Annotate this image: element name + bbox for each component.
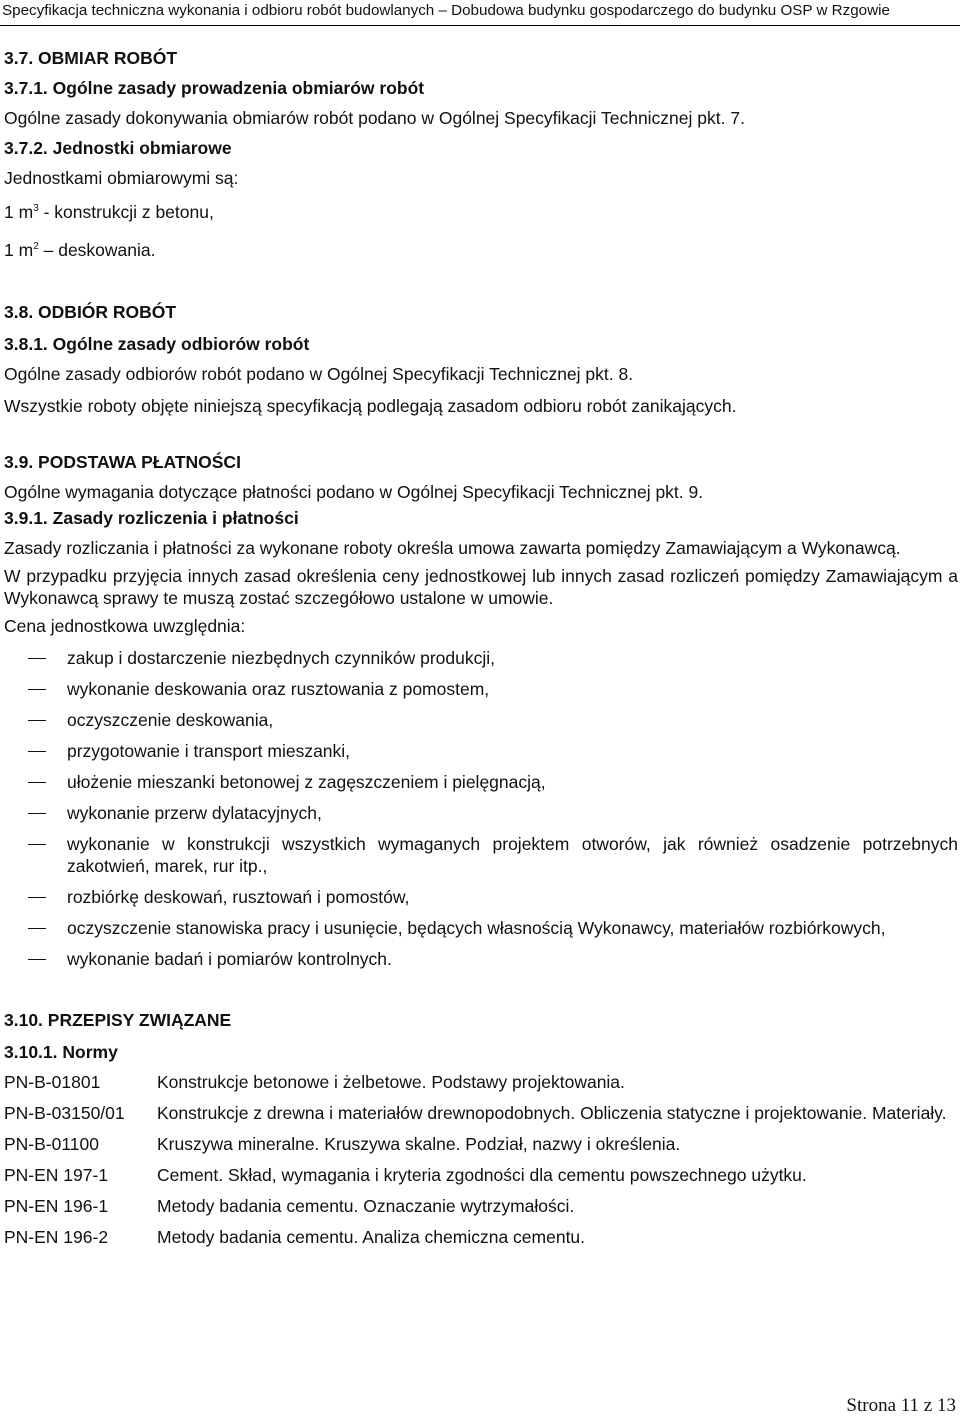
- dash-bullet-icon: [28, 897, 46, 898]
- list-item: [4, 647, 958, 669]
- list-item-text: oczyszczenie stanowiska pracy i usunięcie, będących własnością Wykonawcy, materiałów rozbiórkowych,: [67, 918, 886, 938]
- list-item-text: wykonanie przerw dylatacyjnych,: [67, 803, 322, 823]
- list-item: [4, 709, 958, 731]
- section-heading-3-9: 3.9. PODSTAWA PŁATNOŚCI: [4, 452, 241, 472]
- subsection-heading-3-8-1: 3.8.1. Ogólne zasady odbiorów robót: [4, 334, 310, 354]
- section-heading-3-10: 3.10. PRZEPISY ZWIĄZANE: [4, 1010, 232, 1030]
- list-item-text: zakup i dostarczenie niezbędnych czynników produkcji,: [67, 648, 496, 668]
- list-item: [4, 948, 958, 970]
- list-item: [4, 771, 958, 793]
- norm-code: PN-B-01100: [4, 1134, 100, 1154]
- page-number: Strona 11 z 13: [846, 1395, 956, 1416]
- unit-concrete-exponent: 3: [33, 203, 39, 214]
- list-item-text: ułożenie mieszanki betonowej z zagęszczeniem i pielęgnacją,: [67, 772, 546, 792]
- norm-code: PN-EN 197-1: [4, 1165, 109, 1185]
- page-content: [4, 47, 958, 1257]
- norm-description: Metody badania cementu. Oznaczanie wytrzymałości.: [157, 1196, 575, 1216]
- paragraph-3-7-1: Ogólne zasady dokonywania obmiarów robót podano w Ogólnej Specyfikacji Technicznej pkt. 7.: [4, 108, 745, 128]
- dash-bullet-icon: [28, 813, 46, 814]
- subsection-heading-3-7-1: 3.7.1. Ogólne zasady prowadzenia obmiarów robót: [4, 78, 425, 98]
- dash-bullet-icon: [28, 720, 46, 721]
- paragraph-3-9-a: Ogólne wymagania dotyczące płatności podano w Ogólnej Specyfikacji Technicznej pkt. 9.: [4, 482, 704, 502]
- dash-bullet-icon: [28, 658, 46, 659]
- list-item-text: wykonanie badań i pomiarów kontrolnych.: [67, 949, 392, 969]
- unit-formwork-text: – deskowania.: [38, 240, 156, 260]
- list-item: [4, 802, 958, 824]
- dash-bullet-icon: [28, 928, 46, 929]
- unit-concrete-prefix: 1 m: [4, 202, 34, 222]
- norm-code: PN-B-03150/01: [4, 1103, 125, 1123]
- unit-formwork-exponent: 2: [33, 241, 39, 252]
- list-item: [4, 833, 958, 877]
- norm-code: PN-EN 196-2: [4, 1227, 109, 1247]
- norms-table: [4, 1071, 958, 1248]
- price-intro: Cena jednostkowa uwzględnia:: [4, 616, 246, 636]
- price-components-list: [4, 647, 958, 970]
- unit-concrete: [4, 201, 958, 223]
- table-row: [4, 1164, 958, 1186]
- list-item: [4, 740, 958, 762]
- norm-description: Metody badania cementu. Analiza chemiczna cementu.: [157, 1227, 586, 1247]
- norm-code: PN-EN 196-1: [4, 1196, 109, 1216]
- list-item-text: rozbiórkę deskowań, rusztowań i pomostów,: [67, 887, 410, 907]
- norm-description: Konstrukcje betonowe i żelbetowe. Podstawy projektowania.: [157, 1072, 625, 1092]
- norm-description: Cement. Skład, wymagania i kryteria zgodności dla cementu powszechnego użytku.: [157, 1165, 807, 1185]
- paragraph-3-8-1-b: Wszystkie roboty objęte niniejszą specyfikacją podlegają zasadom odbioru robót zanikających.: [4, 396, 737, 416]
- paragraph-3-9-1-a: Zasady rozliczania i płatności za wykonane roboty określa umowa zawarta pomiędzy Zamawiającym a Wykonawcą.: [4, 538, 901, 558]
- list-item-text: przygotowanie i transport mieszanki,: [67, 741, 351, 761]
- table-row: [4, 1071, 958, 1093]
- paragraph-units-intro: Jednostkami obmiarowymi są:: [4, 168, 239, 188]
- list-item: [4, 886, 958, 908]
- dash-bullet-icon: [28, 751, 46, 752]
- list-item-text: oczyszczenie deskowania,: [67, 710, 274, 730]
- table-row: [4, 1195, 958, 1217]
- section-heading-3-7: 3.7. OBMIAR ROBÓT: [4, 48, 178, 68]
- unit-formwork: [4, 239, 958, 261]
- norm-code: PN-B-01801: [4, 1072, 101, 1092]
- list-item: [4, 678, 958, 700]
- table-row: [4, 1102, 958, 1124]
- subsection-heading-3-9-1: 3.9.1. Zasady rozliczenia i płatności: [4, 508, 299, 528]
- list-item-text: wykonanie deskowania oraz rusztowania z pomostem,: [67, 679, 490, 699]
- dash-bullet-icon: [28, 689, 46, 690]
- dash-bullet-icon: [28, 782, 46, 783]
- unit-formwork-prefix: 1 m: [4, 240, 34, 260]
- dash-bullet-icon: [28, 959, 46, 960]
- norm-description: Kruszywa mineralne. Kruszywa skalne. Podział, nazwy i określenia.: [157, 1134, 681, 1154]
- running-header: Specyfikacja techniczna wykonania i odbioru robót budowlanych – Dobudowa budynku gospodarczego do budynku OSP w Rzgowie: [0, 0, 960, 26]
- section-heading-3-8: 3.8. ODBIÓR ROBÓT: [4, 302, 177, 322]
- dash-bullet-icon: [28, 844, 46, 845]
- subsection-heading-3-10-1: 3.10.1. Normy: [4, 1042, 118, 1062]
- table-row: [4, 1226, 958, 1248]
- table-row: [4, 1133, 958, 1155]
- paragraph-3-9-1-b: W przypadku przyjęcia innych zasad określenia ceny jednostkowej lub innych zasad rozliczeń pomiędzy Zamawiającym a Wykonawcą sprawy te muszą zostać szczegółowo ustalone w umowie.: [4, 566, 958, 608]
- subsection-heading-3-7-2: 3.7.2. Jednostki obmiarowe: [4, 138, 232, 158]
- paragraph-3-8-1-a: Ogólne zasady odbiorów robót podano w Ogólnej Specyfikacji Technicznej pkt. 8.: [4, 364, 634, 384]
- list-item: [4, 917, 958, 939]
- unit-concrete-text: - konstrukcji z betonu,: [38, 202, 214, 222]
- norm-description: Konstrukcje z drewna i materiałów drewnopodobnych. Obliczenia statyczne i projektowanie. Materiały.: [157, 1103, 947, 1123]
- list-item-text: wykonanie w konstrukcji wszystkich wymaganych projektem otworów, jak również osadzenie potrzebnych zakotwień, marek, rur itp.,: [67, 834, 958, 876]
